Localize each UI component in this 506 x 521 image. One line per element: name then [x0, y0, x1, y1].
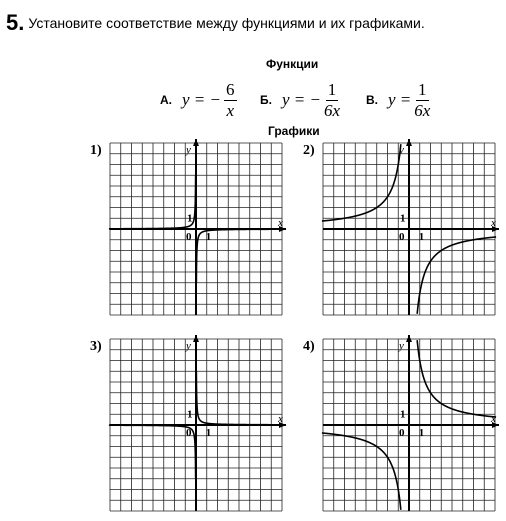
function-b: [260, 78, 340, 122]
graph-1: [110, 143, 282, 315]
function-v-denominator: 6x: [414, 100, 431, 120]
origin-label: 0: [399, 427, 405, 439]
unit-x-label: 1: [205, 427, 212, 439]
function-a-denominator: x: [226, 100, 235, 120]
function-b-letter: Б.: [260, 93, 272, 107]
function-a: [160, 78, 237, 122]
y-axis-label: y: [186, 340, 191, 352]
graph-2: [323, 143, 495, 315]
x-axis-label: x: [491, 413, 496, 425]
graph-4-label: 4): [303, 339, 315, 354]
curve-branch-2: [109, 425, 196, 478]
function-a-lhs: y = −: [182, 90, 221, 109]
y-axis-arrow: [193, 335, 199, 342]
unit-x-label: 1: [418, 427, 425, 439]
function-v-numerator: 1: [418, 79, 427, 99]
function-v-lhs: y =: [388, 90, 412, 109]
function-v: [366, 78, 430, 122]
x-axis-label: x: [278, 413, 283, 425]
function-b-lhs: y = −: [281, 90, 321, 109]
curve-branch-2: [109, 175, 196, 228]
curve-branch-1: [196, 371, 283, 424]
function-v-fraction: [414, 80, 430, 121]
task-text: Установите соответствие между функциями и их графиками.: [28, 15, 425, 31]
origin-label: 0: [186, 231, 192, 243]
functions-heading: Функции: [266, 57, 319, 71]
unit-y-label: 1: [187, 408, 193, 421]
x-axis-label: x: [491, 217, 496, 229]
graph-3-label: 3): [90, 339, 102, 354]
origin-label: 0: [186, 427, 192, 439]
function-a-letter: А.: [160, 93, 172, 107]
graph-4: [323, 339, 495, 511]
y-axis-label: y: [399, 340, 404, 352]
function-b-fraction: [324, 80, 340, 121]
task-statement: [6, 10, 425, 36]
unit-y-label: 1: [400, 212, 406, 225]
origin-label: 0: [399, 231, 405, 243]
y-axis-label: y: [186, 144, 191, 156]
unit-x-label: 1: [205, 231, 212, 243]
graph-3: [110, 339, 282, 511]
y-axis-arrow: [406, 139, 412, 146]
graph-2-label: 2): [303, 143, 315, 158]
function-a-fraction: [224, 80, 237, 121]
unit-y-label: 1: [187, 212, 193, 225]
y-axis-arrow: [406, 335, 412, 342]
function-v-letter: В.: [366, 93, 378, 107]
unit-y-label: 1: [400, 408, 406, 421]
unit-x-label: 1: [418, 231, 425, 243]
y-axis-arrow: [193, 139, 199, 146]
graphs-heading: Графики: [268, 124, 320, 138]
x-axis-label: x: [278, 217, 283, 229]
y-axis-label: y: [399, 144, 404, 156]
function-a-numerator: 6: [226, 79, 235, 99]
graph-1-label: 1): [90, 143, 102, 158]
function-b-denominator: 6x: [323, 100, 341, 120]
task-number: 5.: [6, 10, 25, 35]
function-b-numerator: 1: [327, 79, 337, 99]
